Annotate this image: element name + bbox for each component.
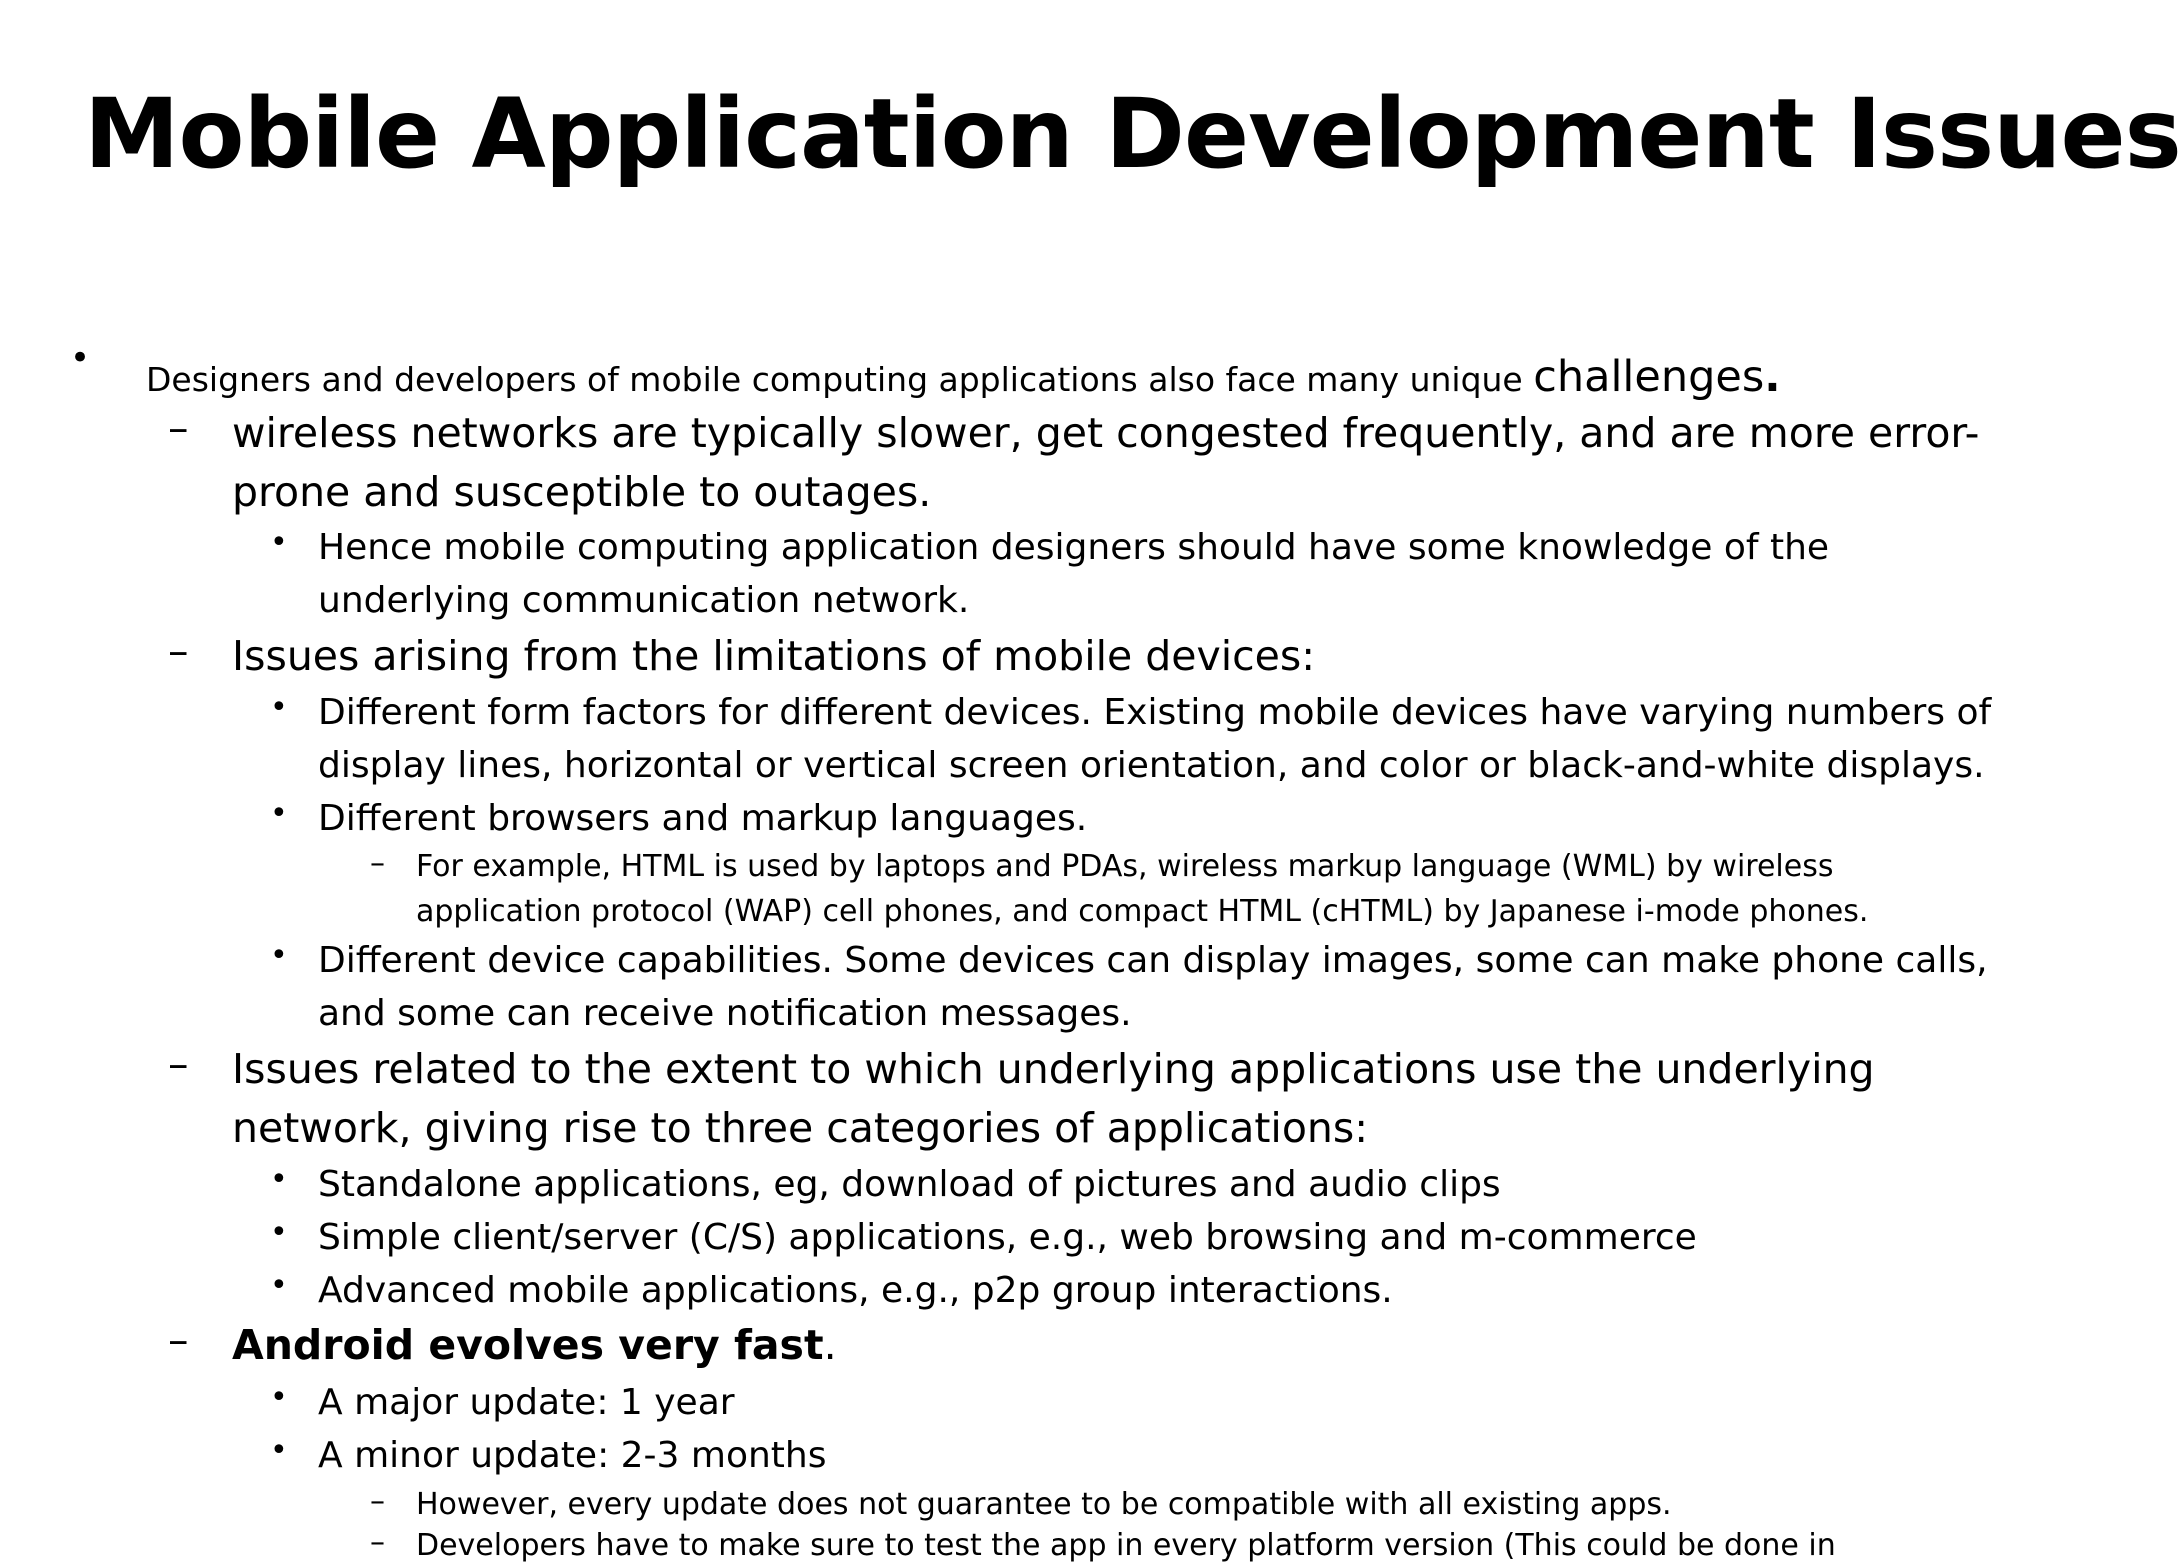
bullet-dash: – [168,1040,189,1088]
bullet-text-bold: Android evolves very fast [232,1321,824,1369]
bullet-level4-text: Developers have to make sure to test the app in every platform version (This could be done in [416,1528,1836,1563]
bullet-dot: • [270,1268,288,1303]
bullet-dot: • [270,1433,288,1468]
bullet-dot: • [70,338,91,378]
bullet-dash: – [168,627,189,675]
bullet-dash: – [168,1316,189,1364]
bullet-dash: – [370,1525,385,1560]
bullet-level3-text: Different device capabilities. Some devices can display images, some can make phone calls, [318,940,1988,981]
bullet-level3-text: underlying communication network. [318,580,970,621]
bullet-text: Designers and developers of mobile computing applications also face many unique [146,360,1534,399]
slide-title: Mobile Application Development Issues [84,78,2181,190]
bullet-level3-text: Different form factors for different devices. Existing mobile devices have varying numbers of [318,692,1992,733]
bullet-dot: • [270,796,288,831]
bullet-level2-text: Issues related to the extent to which underlying applications use the underlying [232,1045,1875,1093]
bullet-dot: • [270,525,288,560]
bullet-level4-text: However, every update does not guarantee to be compatible with all existing apps. [416,1487,1672,1522]
bullet-level3-text: Simple client/server (C/S) applications, e.g., web browsing and m-commerce [318,1217,1697,1258]
bullet-text-period: . [1764,352,1781,402]
bullet-dot: • [270,1215,288,1250]
bullet-level3-text: Hence mobile computing application designers should have some knowledge of the [318,527,1830,568]
bullet-level3-text: Standalone applications, eg, download of pictures and audio clips [318,1164,1501,1205]
bullet-level1-text [146,352,1781,402]
bullet-dot: • [270,690,288,725]
bullet-level2-text: wireless networks are typically slower, get congested frequently, and are more error- [232,409,1980,457]
bullet-dot: • [270,938,288,973]
bullet-dash: – [370,846,385,881]
bullet-level2-text: prone and susceptible to outages. [232,468,932,516]
bullet-level2-text: network, giving rise to three categories of applications: [232,1104,1369,1152]
bullet-level4-text: For example, HTML is used by laptops and PDAs, wireless markup language (WML) by wireless [416,849,1834,884]
bullet-dot: • [270,1162,288,1197]
bullet-level3-text: A minor update: 2-3 months [318,1435,827,1476]
bullet-text-period: . [823,1321,837,1369]
bullet-dash: – [168,404,189,452]
bullet-text-emphasis: challenges [1533,352,1765,402]
bullet-level3-text: display lines, horizontal or vertical screen orientation, and color or black-and-white displays. [318,745,1985,786]
bullet-level4-text: application protocol (WAP) cell phones, and compact HTML (cHTML) by Japanese i-mode phones. [416,894,1869,929]
bullet-level2-text: Issues arising from the limitations of mobile devices: [232,632,1316,680]
bullet-dot: • [270,1380,288,1415]
bullet-level3-text: Different browsers and markup languages. [318,798,1088,839]
bullet-level3-text: A major update: 1 year [318,1382,735,1423]
bullet-level3-text: and some can receive notification messages. [318,993,1132,1034]
bullet-level3-text: Advanced mobile applications, e.g., p2p group interactions. [318,1270,1393,1311]
bullet-dash: – [370,1484,385,1519]
bullet-level2-text [232,1316,837,1375]
